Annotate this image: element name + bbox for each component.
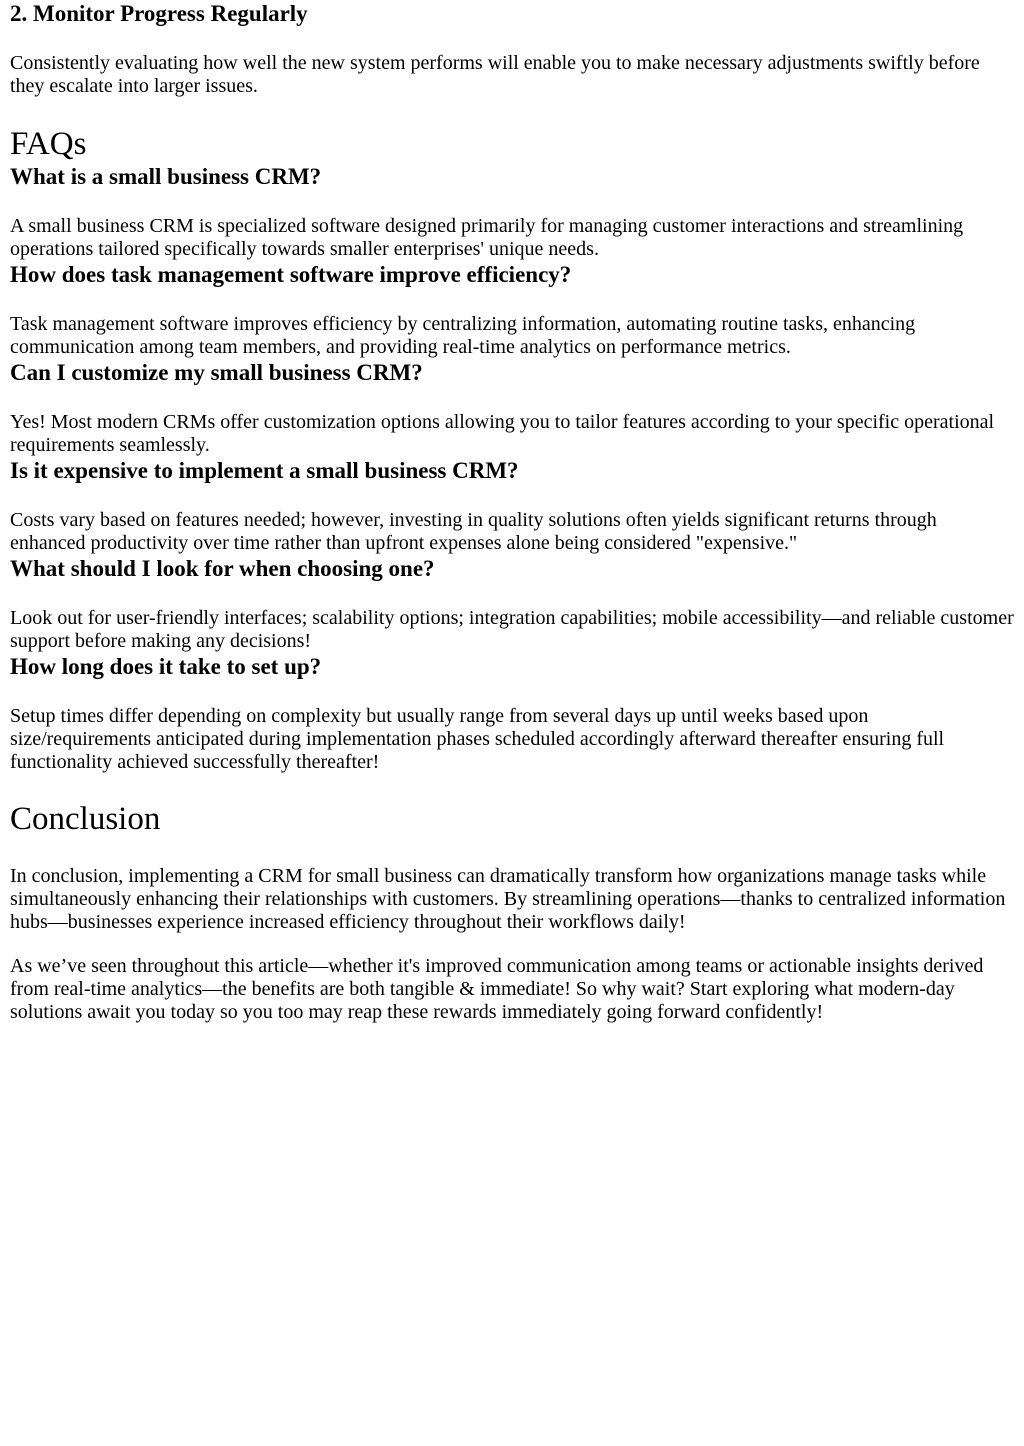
faqs-heading: FAQs: [10, 126, 87, 162]
faq-answer: Look out for user-friendly interfaces; scalability options; integration capabilities; mobile accessibility—and reliable customer support before making any decisions!: [10, 607, 1014, 652]
faq-answer: Task management software improves efficiency by centralizing information, automating routine tasks, enhancing communication among team members, and providing real-time analytics on performance metrics.: [10, 313, 916, 358]
faq-question: What should I look for when choosing one?: [10, 556, 435, 581]
faq-answer: Costs vary based on features needed; however, investing in quality solutions often yields significant returns through enhanced productivity over time rather than upfront expenses alone being considered "expensive.": [10, 509, 937, 554]
faq-answer: Setup times differ depending on complexity but usually range from several days up until weeks based upon size/requirements anticipated during implementation phases scheduled accordingly afterward thereafter ensuring full functionality achieved successfully thereafter!: [10, 705, 945, 773]
faq-answer: Yes! Most modern CRMs offer customization options allowing you to tailor features according to your specific operational requirements seamlessly.: [10, 411, 995, 456]
section-paragraph: Consistently evaluating how well the new system performs will enable you to make necessary adjustments swiftly before they escalate into larger issues.: [10, 52, 980, 97]
faq-item: [10, 457, 1014, 555]
faq-question: What is a small business CRM?: [10, 164, 322, 189]
faq-list: [10, 163, 1014, 774]
faq-question: Is it expensive to implement a small business CRM?: [10, 458, 519, 483]
faq-item: [10, 163, 1014, 261]
faq-question: How does task management software improve efficiency?: [10, 262, 572, 287]
conclusion-paragraph: As we’ve seen throughout this article—whether it's improved communication among teams or actionable insights derived from real-time analytics—the benefits are both tangible & immediate! So why wait? Start exploring what modern-day solutions await you today so you too may reap these rewards immediately going forward confidently!: [10, 955, 984, 1023]
conclusion-heading: Conclusion: [10, 801, 161, 837]
faq-question: How long does it take to set up?: [10, 654, 322, 679]
faq-item: [10, 261, 1014, 359]
section-heading: 2. Monitor Progress Regularly: [10, 1, 308, 26]
faq-answer: A small business CRM is specialized software designed primarily for managing customer interactions and streamlining operations tailored specifically towards smaller enterprises' unique needs.: [10, 215, 964, 260]
faq-item: [10, 359, 1014, 457]
faq-item: [10, 555, 1014, 653]
faq-question: Can I customize my small business CRM?: [10, 360, 423, 385]
faq-item: [10, 653, 1014, 774]
conclusion-paragraph: In conclusion, implementing a CRM for small business can dramatically transform how organizations manage tasks while simultaneously enhancing their relationships with customers. By streamlining operations—thanks to centralized information hubs—businesses experience increased efficiency throughout their workflows daily!: [10, 865, 1006, 933]
